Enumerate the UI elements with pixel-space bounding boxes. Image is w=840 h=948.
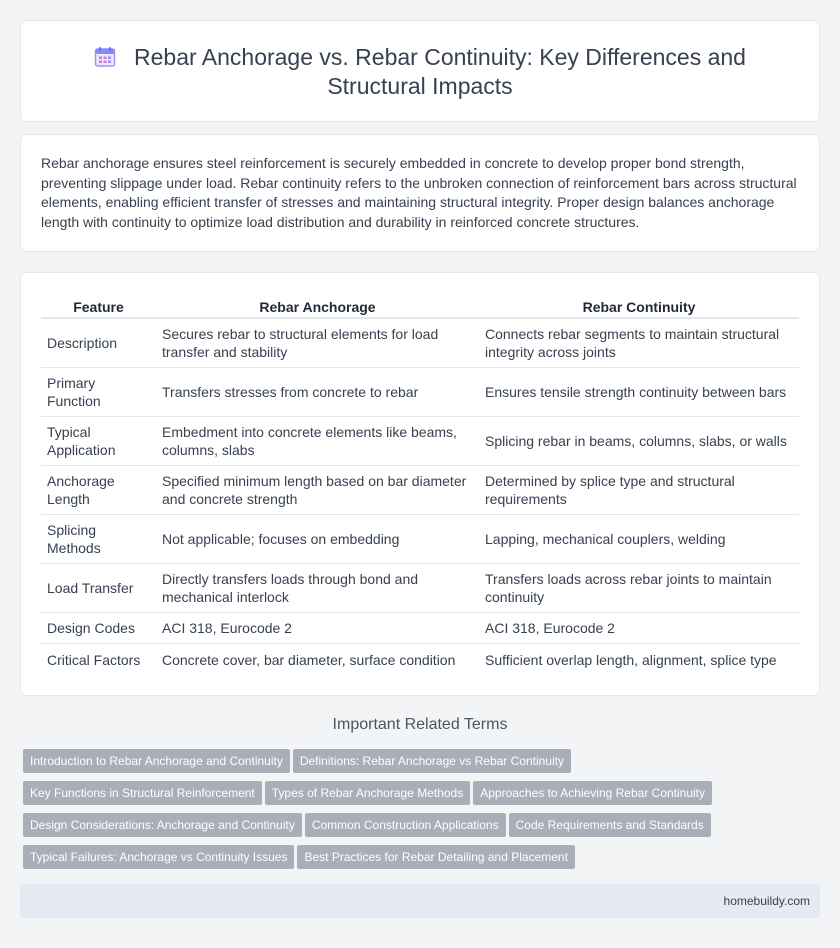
table-row (41, 417, 799, 466)
table-row (41, 644, 799, 675)
anchorage-cell: Secures rebar to structural elements for load transfer and stability (156, 319, 479, 368)
continuity-cell: Sufficient overlap length, alignment, splice type (485, 651, 777, 668)
anchorage-cell: Specified minimum length based on bar diameter and concrete strength (156, 466, 479, 515)
table-row (41, 466, 799, 515)
table-row (41, 564, 799, 613)
related-term-tag[interactable]: Best Practices for Rebar Detailing and Placement (297, 845, 574, 869)
feature-cell: Anchorage Length (41, 466, 156, 515)
continuity-cell: Connects rebar segments to maintain structural integrity across joints (479, 319, 799, 368)
related-term-tag[interactable]: Design Considerations: Anchorage and Continuity (23, 813, 302, 837)
table-row (41, 515, 799, 564)
feature-cell: Typical Application (41, 417, 156, 466)
table-row (41, 613, 799, 644)
title-card (20, 20, 820, 122)
page-title-wrap (81, 43, 759, 101)
tag-row (23, 813, 803, 845)
related-terms-heading: Important Related Terms (332, 716, 508, 733)
related-term-tag[interactable]: Types of Rebar Anchorage Methods (265, 781, 470, 805)
anchorage-cell: Concrete cover, bar diameter, surface condition (162, 651, 456, 668)
related-term-tag[interactable]: Common Construction Applications (305, 813, 506, 837)
comparison-card (20, 272, 820, 696)
tag-row (23, 749, 803, 781)
continuity-cell: Splicing rebar in beams, columns, slabs, or walls (479, 417, 799, 466)
feature-cell: Description (41, 319, 156, 368)
feature-cell: Design Codes (41, 613, 156, 644)
page-title: Rebar Anchorage vs. Rebar Continuity: Key Differences and Structural Impacts (134, 44, 746, 99)
related-term-tag[interactable]: Introduction to Rebar Anchorage and Continuity (23, 749, 290, 773)
calendar-icon (94, 46, 116, 68)
footer (20, 884, 820, 918)
column-header-anchorage: Rebar Anchorage (156, 295, 479, 319)
intro-paragraph: Rebar anchorage ensures steel reinforcement is securely embedded in concrete to develop proper bond strength, preventing slippage under load. Rebar continuity refers to the unbroken connection of reinforcement bars across structural elements, enabling efficient transfer of stresses and maintaining structural integrity. Proper design balances anchorage length with continuity to optimize load distribution and durability in reinforced concrete structures. (41, 155, 797, 230)
continuity-cell: Determined by splice type and structural requirements (479, 466, 799, 515)
comparison-table (41, 295, 799, 675)
feature-cell: Critical Factors (47, 651, 141, 668)
continuity-cell: Ensures tensile strength continuity between bars (479, 368, 799, 417)
column-header-feature: Feature (41, 295, 156, 319)
tag-row (23, 845, 803, 877)
footer-site-name: homebuildy.com (723, 894, 810, 908)
related-terms-list (23, 749, 803, 877)
anchorage-cell: ACI 318, Eurocode 2 (156, 613, 479, 644)
table-header-row (41, 295, 799, 319)
intro-card (20, 134, 820, 252)
anchorage-cell: Transfers stresses from concrete to rebar (156, 368, 479, 417)
tag-row (23, 781, 803, 813)
continuity-cell: Transfers loads across rebar joints to maintain continuity (479, 564, 799, 613)
continuity-cell: Lapping, mechanical couplers, welding (479, 515, 799, 564)
related-term-tag[interactable]: Definitions: Rebar Anchorage vs Rebar Continuity (293, 749, 571, 773)
feature-cell: Splicing Methods (41, 515, 156, 564)
table-row (41, 319, 799, 368)
feature-cell: Primary Function (41, 368, 156, 417)
column-header-continuity: Rebar Continuity (479, 295, 799, 319)
continuity-cell: ACI 318, Eurocode 2 (479, 613, 799, 644)
related-term-tag[interactable]: Approaches to Achieving Rebar Continuity (473, 781, 712, 805)
table-row (41, 368, 799, 417)
related-term-tag[interactable]: Typical Failures: Anchorage vs Continuity Issues (23, 845, 294, 869)
related-term-tag[interactable]: Code Requirements and Standards (509, 813, 711, 837)
related-term-tag[interactable]: Key Functions in Structural Reinforcement (23, 781, 262, 805)
feature-cell: Load Transfer (41, 564, 156, 613)
anchorage-cell: Directly transfers loads through bond and mechanical interlock (156, 564, 479, 613)
anchorage-cell: Not applicable; focuses on embedding (156, 515, 479, 564)
anchorage-cell: Embedment into concrete elements like beams, columns, slabs (156, 417, 479, 466)
